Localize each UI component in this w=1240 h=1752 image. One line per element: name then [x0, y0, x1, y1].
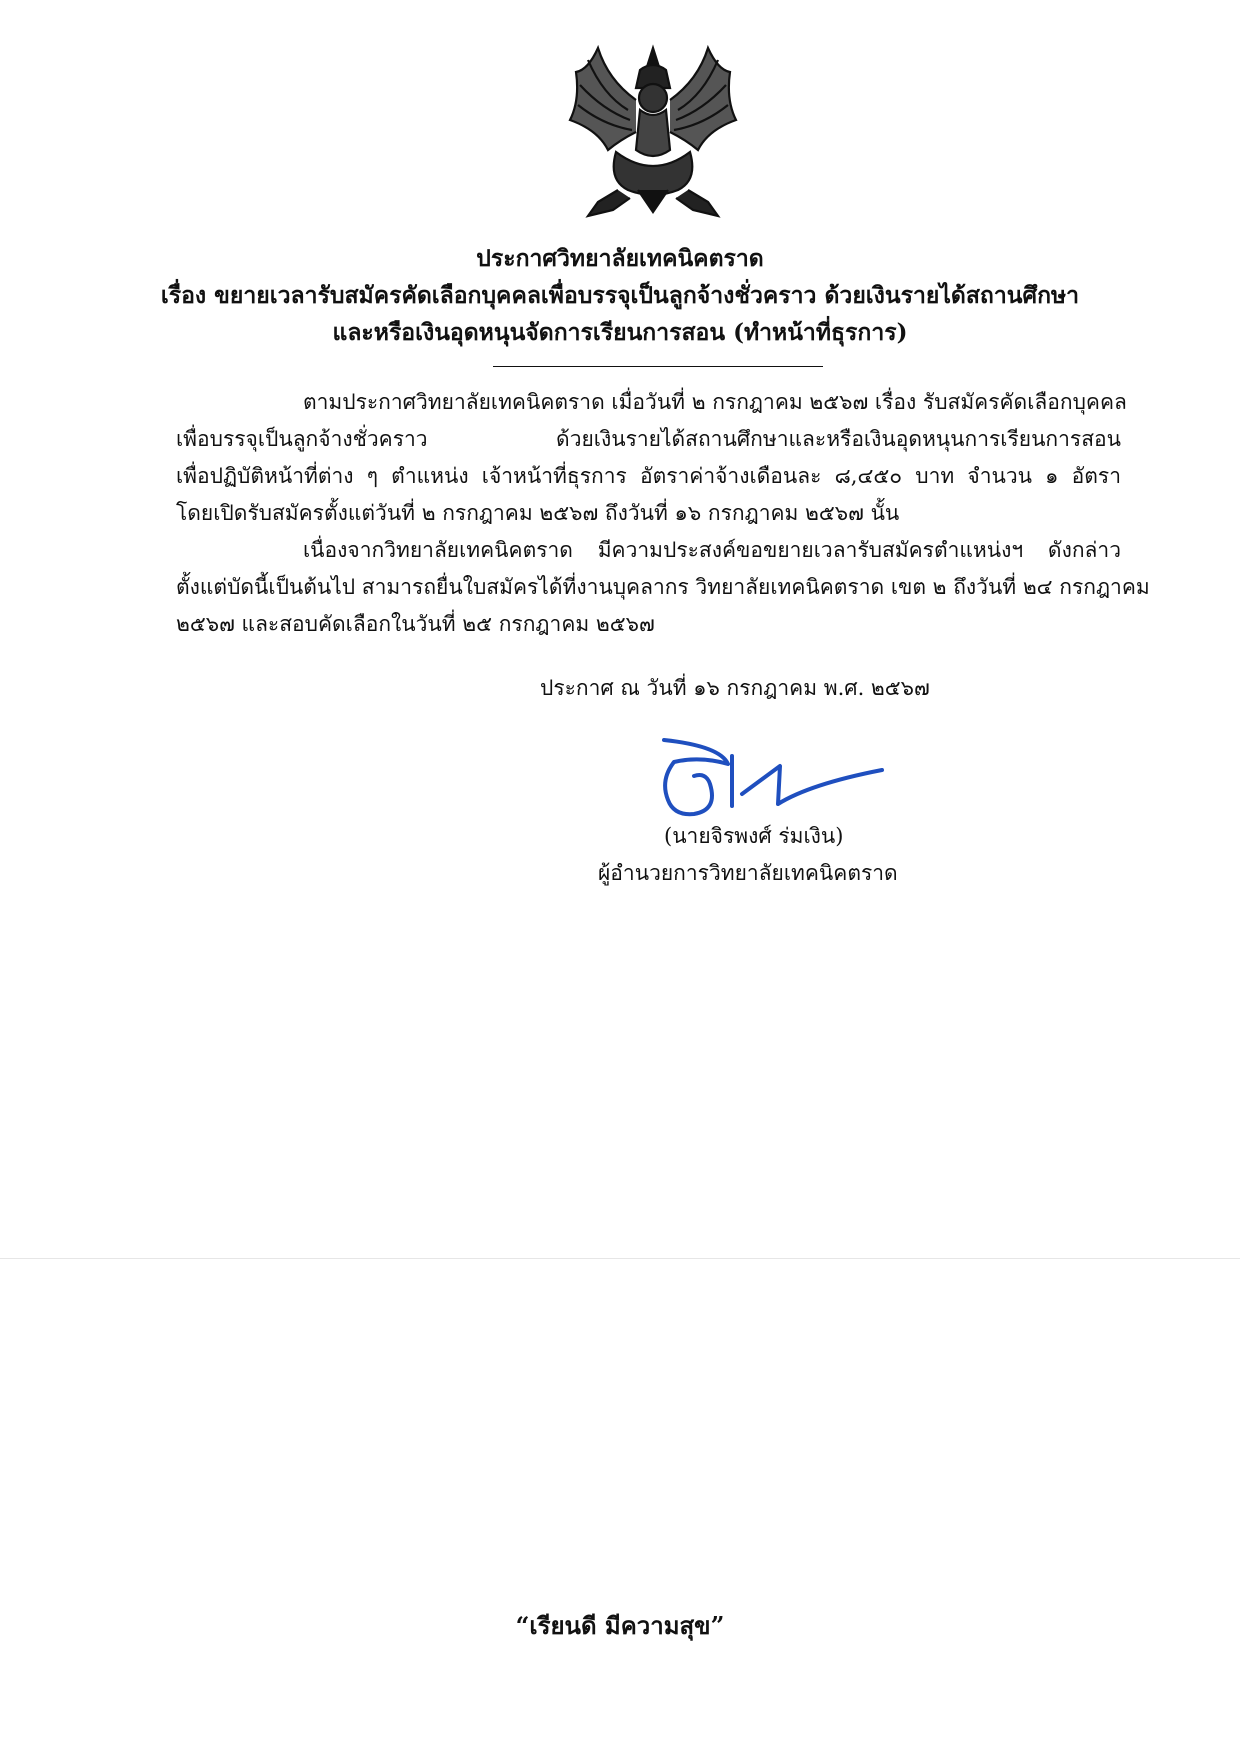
paragraph-1-line-1: ตามประกาศวิทยาลัยเทคนิคตราด เมื่อวันที่ ๒ กรกฎาคม ๒๕๖๗ เรื่อง รับสมัครคัดเลือกบุคคล: [303, 390, 1127, 414]
signatory-name: (นายจิรพงศ์ ร่มเงิน): [664, 824, 844, 848]
signatory-position: ผู้อำนวยการวิทยาลัยเทคนิคตราด: [598, 861, 898, 885]
announcement-date: ประกาศ ณ วันที่ ๑๖ กรกฎาคม พ.ศ. ๒๕๖๗: [540, 676, 930, 700]
footer-divider: [0, 1258, 1240, 1259]
paragraph-1-line-2: เพื่อบรรจุเป็นลูกจ้างชั่วคราว ด้วยเงินรายได้สถานศึกษาและหรือเงินอุดหนุนการเรียนการสอน: [176, 427, 1121, 451]
footer-slogan: “เรียนดี มีความสุข”: [515, 1611, 725, 1640]
signature-image: [660, 736, 890, 818]
document-title: ประกาศวิทยาลัยเทคนิคตราด: [476, 245, 764, 272]
paragraph-2-line-2: ตั้งแต่บัดนี้เป็นต้นไป สามารถยื่นใบสมัครได้ที่งานบุคลากร วิทยาลัยเทคนิคตราด เขต ๒ ถึงวันที่ ๒๔ กรกฎาคม: [176, 575, 1150, 599]
document-subject-line-2: และหรือเงินอุดหนุนจัดการเรียนการสอน (ทำหน้าที่ธุรการ): [332, 319, 908, 346]
paragraph-2-line-3: ๒๕๖๗ และสอบคัดเลือกในวันที่ ๒๕ กรกฎาคม ๒๕๖๗: [176, 612, 655, 636]
paragraph-2-line-1: เนื่องจากวิทยาลัยเทคนิคตราด มีความประสงค์ขอขยายเวลารับสมัครตำแหน่งฯ ดังกล่าว: [303, 538, 1121, 562]
paragraph-1-line-4: โดยเปิดรับสมัครตั้งแต่วันที่ ๒ กรกฎาคม ๒๕๖๗ ถึงวันที่ ๑๖ กรกฎาคม ๒๕๖๗ นั้น: [176, 501, 900, 525]
garuda-emblem-icon: [558, 40, 748, 218]
title-divider: [493, 366, 823, 367]
document-subject-line-1: เรื่อง ขยายเวลารับสมัครคัดเลือกบุคคลเพื่อบรรจุเป็นลูกจ้างชั่วคราว ด้วยเงินรายได้สถานศึกษา: [160, 282, 1080, 309]
paragraph-1-line-3: เพื่อปฏิบัติหน้าที่ต่าง ๆ ตำแหน่ง เจ้าหน้าที่ธุรการ อัตราค่าจ้างเดือนละ ๘,๔๕๐ บาท จำนวน ๑ อัตรา: [176, 464, 1121, 488]
